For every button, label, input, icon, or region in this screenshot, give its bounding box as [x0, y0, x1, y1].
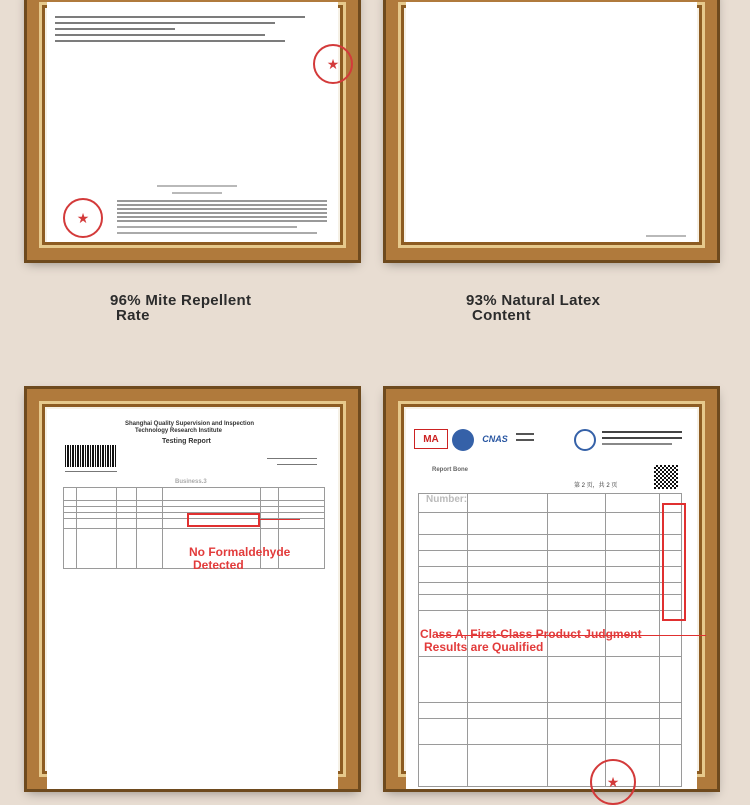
mite-caption: [110, 293, 251, 323]
certificate-document-grade: [406, 409, 697, 789]
latex-caption-line2: Content: [472, 307, 531, 324]
certificate-document-mite: [47, 2, 338, 242]
report-title: Testing Report: [162, 438, 211, 445]
mite-caption-line1: 96% Mite Repellent: [110, 292, 252, 309]
testing-company-logo: [574, 429, 596, 451]
red-seal-stamp: ★: [63, 198, 103, 238]
formaldehyde-highlight-line: [260, 519, 300, 520]
cnas-logo: CNAS: [482, 434, 508, 444]
number-label: Number:: [426, 494, 468, 505]
red-seal-stamp: ★: [313, 44, 353, 84]
ilac-logo: [452, 429, 474, 451]
formaldehyde-caption-line2: Detected: [193, 558, 244, 572]
qr-code: [654, 465, 678, 489]
formaldehyde-highlight-box: [187, 513, 260, 527]
formaldehyde-caption: [189, 546, 290, 572]
mite-caption-line2: Rate: [116, 307, 150, 324]
certificate-frame-formaldehyde: [27, 389, 358, 789]
certificate-frame-grade: [386, 389, 717, 789]
latex-caption: [466, 293, 600, 323]
grade-caption-line2: Results are Qualified: [424, 640, 544, 654]
latex-caption-line1: 93% Natural Latex: [466, 292, 601, 309]
institute-name-line2: Technology Research Institute: [135, 428, 222, 434]
page-label: 第 2 页，共 2 页: [574, 483, 618, 489]
report-label: Report Bone: [432, 467, 468, 473]
formaldehyde-caption-line1: No Formaldehyde: [189, 545, 291, 559]
red-seal-stamp: ★: [590, 759, 636, 805]
grade-highlight-box: [662, 503, 686, 621]
grade-caption: [420, 628, 642, 654]
ma-logo: MA: [414, 429, 448, 449]
business-label: Business.3: [175, 479, 207, 485]
certificate-frame-latex: [386, 0, 717, 260]
barcode: [65, 445, 117, 467]
certificate-frame-mite: [27, 0, 358, 260]
institute-name-line1: Shanghai Quality Supervision and Inspection: [125, 421, 255, 427]
grade-caption-line1: Class A, First-Class Product Judgment: [420, 627, 642, 641]
certificate-document-formaldehyde: [47, 409, 338, 789]
certificate-document-latex: [406, 2, 697, 242]
